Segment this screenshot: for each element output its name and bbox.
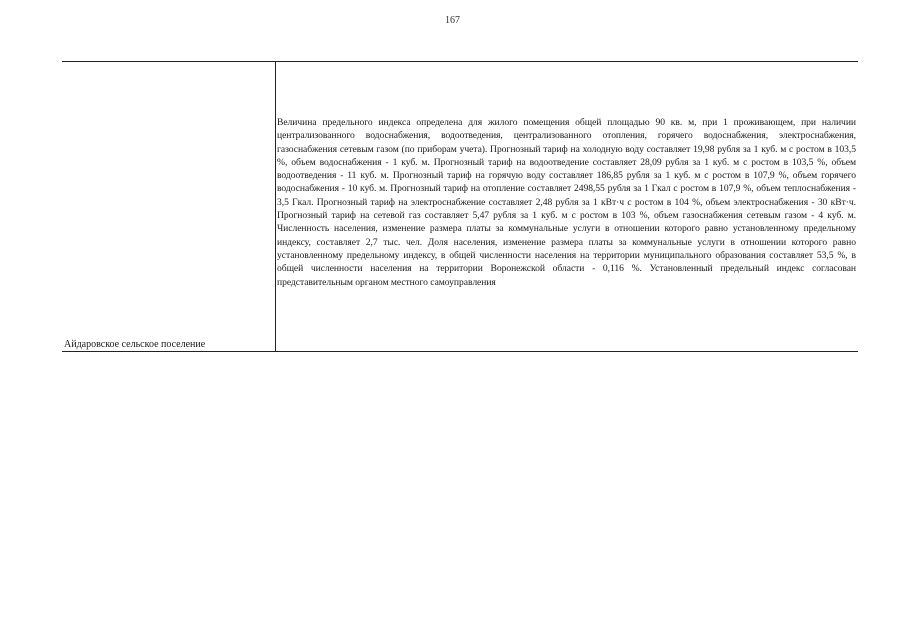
- table-bottom-border: [62, 351, 858, 352]
- index-description-cell: Величина предельного индекса определена для жилого помещения общей площадью 90 кв. м, при 1 проживающем, при наличии централизованного водоснабжения, водоотведения, централизованного отопления, горячего водоснабжения, электроснабжения, газоснабжения сетевым газом (по приборам учета). Прогнозный тариф на холодную воду составляет 19,98 рубля за 1 куб. м с ростом в 103,5 %, объем водоснабжения - 1 куб. м. Прогнозный тариф на водоотведение составляет 28,09 рубля за 1 куб. м с ростом в 103,5 %, объем водоотведения - 11 куб. м. Прогнозный тариф на горячую воду составляет 186,85 рубля за 1 куб. м с ростом в 107,9 %, объем горячего водоснабжения - 10 куб. м. Прогнозный тариф на отопление составляет 2498,55 рубля за 1 Гкал с ростом в 107,9 %, объем теплоснабжения - 3,5 Гкал. Прогнозный тариф на электроснабжение составляет 2,48 рубля за 1 кВт·ч с ростом в 104 %, объем электроснабжения - 30 кВт·ч. Прогнозный тариф на сетевой газ составляет 5,47 рубля за 1 куб. м с ростом в 103 %, объем газоснабжения сетевым газом - 4 куб. м. Численность населения, изменение размера платы за коммунальные услуги в отношении которого равно установленному предельному индексу, составляет 2,7 тыс. чел. Доля населения, изменение размера платы за коммунальные услуги в отношении которого равно установленному предельному индексу, в общей численности населения на территории муниципального образования составляет 53,5 %, в общей численности населения на территории Воронежской области - 0,116 %. Установленный предельный индекс согласован представительным органом местного самоуправления: [277, 117, 856, 288]
- table-column-divider: [275, 61, 276, 352]
- settlement-name-cell: Айдаровское сельское поселение: [64, 339, 206, 350]
- tariff-table: [62, 61, 858, 352]
- page-number: 167: [445, 15, 460, 26]
- table-top-border: [62, 61, 858, 62]
